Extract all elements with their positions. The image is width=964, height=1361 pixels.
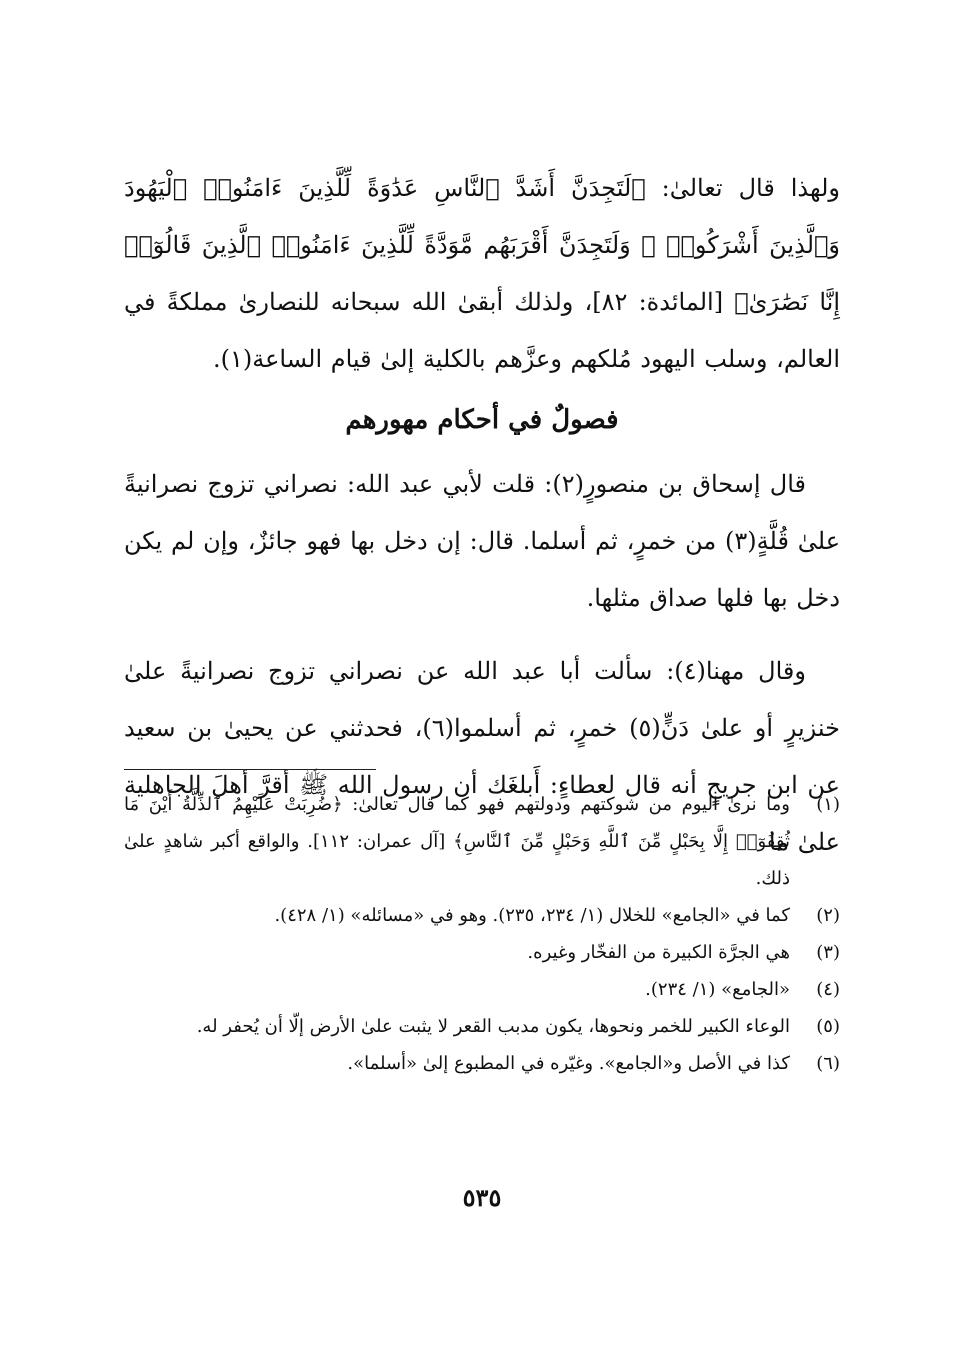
- footnote-number: (٥): [816, 1016, 840, 1037]
- paragraph-ishaq: قال إسحاق بن منصورٍ(٢): قلت لأبي عبد الله: نصراني تزوج نصرانيةً علىٰ قُلَّةٍ(٣) من خمرٍ، ثم أسلما. قال: إن دخل بها فهو جائزٌ، وإن لم يكن دخل بها فلها صداق مثلها.: [124, 470, 841, 612]
- footnote-number: (٤): [816, 979, 840, 1000]
- section-heading: فصولٌ في أحكام مهورهم: [345, 405, 619, 435]
- footnote-text: وما نرىٰ اليوم من شوكتهم ودولتهم فهو كما قال تعالىٰ: ﴿ضُرِبَتْ عَلَيْهِمُ ٱلذِّلَّةُ أَيْنَ مَا ثُقِفُوٓا۟ إِلَّا بِحَبْلٍ مِّنَ ٱللَّهِ وَحَبْلٍ مِّنَ ٱلنَّاسِ﴾ [آل عمران: ١١٢]. والواقع أكبر شاهدٍ علىٰ ذلك.: [124, 794, 790, 889]
- footnote-text: كذا في الأصل و«الجامع». وغيّره في المطبوع إلىٰ «أسلما».: [347, 1053, 790, 1074]
- footnote-text: كما في «الجامع» للخلال (١/ ٢٣٤، ٢٣٥). وهو في «مسائله» (١/ ٤٢٨).: [274, 905, 790, 926]
- paragraph-quran-verse: ولهذا قال تعالىٰ: ﴿لَتَجِدَنَّ أَشَدَّ ٱلنَّاسِ عَدَٰوَةً لِّلَّذِينَ ءَامَنُوا۟ ٱلْيَهُودَ وَٱلَّذِينَ أَشْرَكُوا۟ ۖ وَلَتَجِدَنَّ أَقْرَبَهُم مَّوَدَّةً لِّلَّذِينَ ءَامَنُوا۟ ٱلَّذِينَ قَالُوٓا۟ إِنَّا نَصَٰرَىٰ﴾ [المائدة: ٨٢]، ولذلك أبقىٰ الله سبحانه للنصارىٰ مملكةً في العالم، وسلب اليهود مُلكهم وعزَّهم بالكلية إلىٰ قيام الساعة(١).: [124, 174, 841, 373]
- main-text: [124, 160, 840, 871]
- paragraph-gap: [124, 627, 840, 643]
- footnote-text: الوعاء الكبير للخمر ونحوها، يكون مدبب القعر لا يثبت علىٰ الأرض إلّا أن يُحفر له.: [196, 1016, 790, 1037]
- footnote-item: [124, 971, 840, 1008]
- footnote-number: (٢): [816, 905, 840, 926]
- footnotes: [124, 786, 840, 1082]
- footnote-text: «الجامع» (١/ ٢٣٤).: [645, 979, 790, 1000]
- paragraph-muhanna: وقال مهنا(٤): سألت أبا عبد الله عن نصراني تزوج نصرانيةً علىٰ خنزيرٍ أو علىٰ دَنٍّ(٥) خمرٍ، ثم أسلموا(٦)، فحدثني عن يحيىٰ بن سعيد عن ابن جريجٍ أنه قال لعطاءٍ: أَبلغَك أن رسول الله ﷺ أقرَّ أهلَ الجاهلية علىٰ ما: [124, 657, 840, 856]
- footnote-number: (٦): [816, 1053, 840, 1074]
- footnote-item: [124, 934, 840, 971]
- footnote-item: [124, 897, 840, 934]
- footnote-separator: [124, 769, 376, 770]
- footnote-item: [124, 1045, 840, 1082]
- footnote-item: [124, 786, 840, 897]
- page-number: ٥٣٥: [462, 1183, 502, 1212]
- footnote-text: هي الجرَّة الكبيرة من الفخّار وغيره.: [527, 942, 790, 963]
- footnote-number: (١): [816, 794, 840, 815]
- footnote-number: (٣): [816, 942, 840, 963]
- footnote-item: [124, 1008, 840, 1045]
